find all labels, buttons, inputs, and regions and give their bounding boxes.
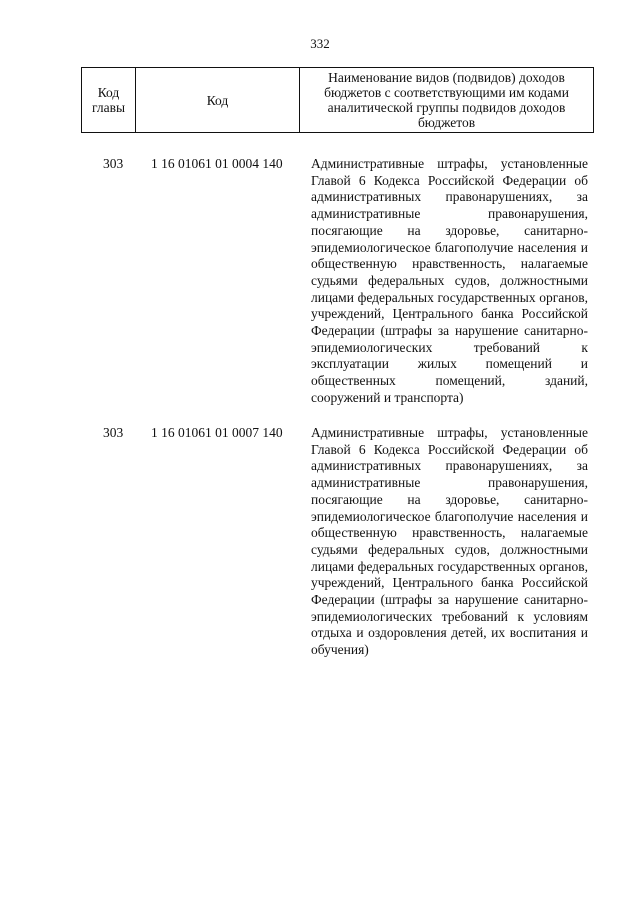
row-name: Административные штрафы, установленные Главой 6 Кодекса Российской Федерации об административных правонарушениях, за административные правонарушения, посягающие на здоровье, санитарно-эпидемиологическое благополучие населения и общественную нравственность, налагаемые судьями федеральных судов, должностными лицами федеральных государственных органов, учреждений, Центрального банка Российской Федерации (штрафы за нарушение санитарно-эпидемиологических требований к эксплуатации жилых помещений и общественных помещений, зданий, сооружений и транспорта) (311, 156, 588, 405)
header-row (82, 68, 594, 133)
header-name: Наименование видов (подвидов) доходов бюджетов с соответствующими им кодами аналитической группы подвидов доходов бюджетов (300, 68, 594, 133)
row-code: 1 16 01061 01 0004 140 (151, 156, 283, 171)
row-chapter-code: 303 (103, 156, 124, 171)
row-chapter-code: 303 (103, 425, 124, 440)
row-name: Административные штрафы, установленные Главой 6 Кодекса Российской Федерации об административных правонарушениях, за административные правонарушения, посягающие на здоровье, санитарно-эпидемиологическое благополучие населения и общественную нравственность, налагаемые судьями федеральных судов, должностными лицами федеральных государственных органов, учреждений, Центрального банка Российской Федерации (штрафы за нарушение санитарно-эпидемиологических требований к условиям отдыха и оздоровления детей, их воспитания и обучения) (311, 425, 588, 658)
row-code: 1 16 01061 01 0007 140 (151, 425, 283, 440)
header-code: Код (136, 68, 300, 133)
header-chapter-code: Код главы (82, 68, 136, 133)
table-header (81, 67, 594, 133)
page-number: 332 (310, 36, 330, 51)
